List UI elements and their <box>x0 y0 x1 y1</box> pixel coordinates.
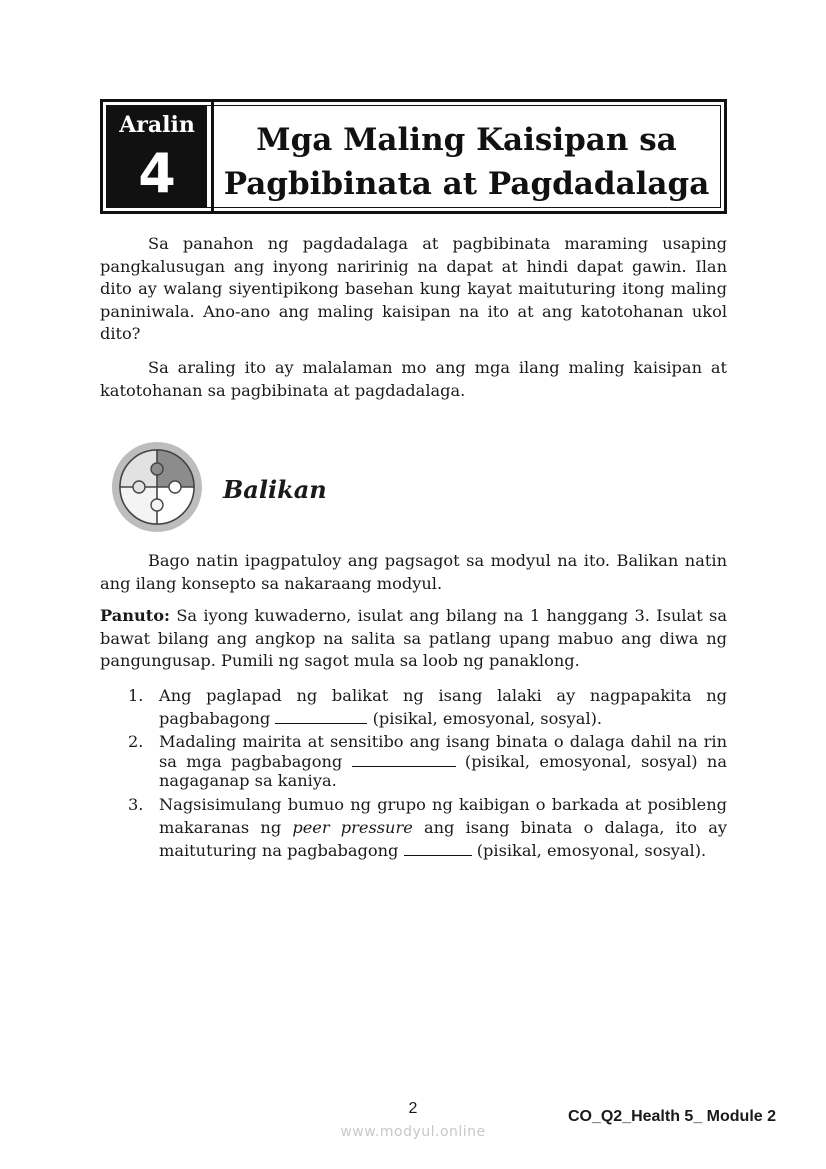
list-item <box>100 793 727 862</box>
lesson-title <box>217 118 716 206</box>
list-item <box>100 732 727 791</box>
item-text: Ang paglapad ng balikat ng isang lalaki ay nagpapakita ng pagbabagong <box>159 686 727 728</box>
lesson-title-line2: Pagbibinata at Pagdadalaga <box>223 166 710 202</box>
panuto-text: Sa iyong kuwaderno, isulat ang bilang na 1 hanggang 3. Isulat sa bawat bilang ang angkop na salita sa patlang upang mabuo ang diwa ng pangungusap. Pumili ng sagot mula sa loob ng panaklong. <box>100 606 727 671</box>
lesson-title-block <box>100 99 727 214</box>
answer-blank <box>404 841 472 856</box>
list-item <box>100 684 727 730</box>
module-code: CO_Q2_Health 5_ Module 2 <box>567 1108 776 1125</box>
item-text: (pisikal, emosyonal, sosyal). <box>367 709 603 728</box>
answer-blank <box>352 752 456 767</box>
item-text: ang isang binata o dalaga, ito ay maituturing na pagbabagong <box>159 817 728 860</box>
puzzle-icon <box>111 441 203 533</box>
lesson-number-box <box>107 106 207 208</box>
item-italic-text: peer pressure <box>292 817 413 837</box>
page-number: 2 <box>408 1100 418 1117</box>
question-list <box>100 684 727 864</box>
item-number: 3. <box>128 794 144 814</box>
intro-paragraph-1: Sa panahon ng pagdadalaga at pagbibinata maraming usaping pangkalusugan ang inyong naririnig na dapat at hindi dapat gawin. Ilan dito ay walang siyentipikong basehan kung kayat maituturing itong maling paniniwala. Ano-ano ang maling kaisipan na ito at ang katotohanan ukol dito? <box>100 234 727 344</box>
item-text: Madaling mairita at sensitibo ang isang binata o dalaga dahil na rin sa mga pagbabagong <box>159 732 727 771</box>
answer-blank <box>275 709 367 724</box>
lesson-title-line1: Mga Maling Kaisipan sa <box>256 122 677 158</box>
aralin-label: Aralin <box>119 112 195 138</box>
balikan-paragraph: Bago natin ipagpatuloy ang pagsagot sa modyul na ito. Balikan natin ang ilang konsepto sa nakaraang modyul. <box>100 551 727 593</box>
item-number: 1. <box>128 686 144 705</box>
aralin-number: 4 <box>138 142 176 205</box>
panuto-label: Panuto: <box>100 606 171 625</box>
panuto-paragraph <box>100 605 727 673</box>
watermark: www.modyul.online <box>340 1124 486 1140</box>
section-title-balikan: Balikan <box>223 475 327 504</box>
item-text: (pisikal, emosyonal, sosyal). <box>471 840 707 860</box>
intro-paragraph-2: Sa araling ito ay malalaman mo ang mga ilang maling kaisipan at katotohanan sa pagbibinata at pagdadalaga. <box>100 358 727 400</box>
item-number: 2. <box>128 732 144 751</box>
title-divider <box>211 102 214 211</box>
item-text: (pisikal, emosyonal, sosyal) na nagaganap sa kaniya. <box>159 751 727 790</box>
item-text: Nagsisimulang bumuo ng grupo ng kaibigan o barkada at posibleng makaranas ng <box>159 794 727 837</box>
